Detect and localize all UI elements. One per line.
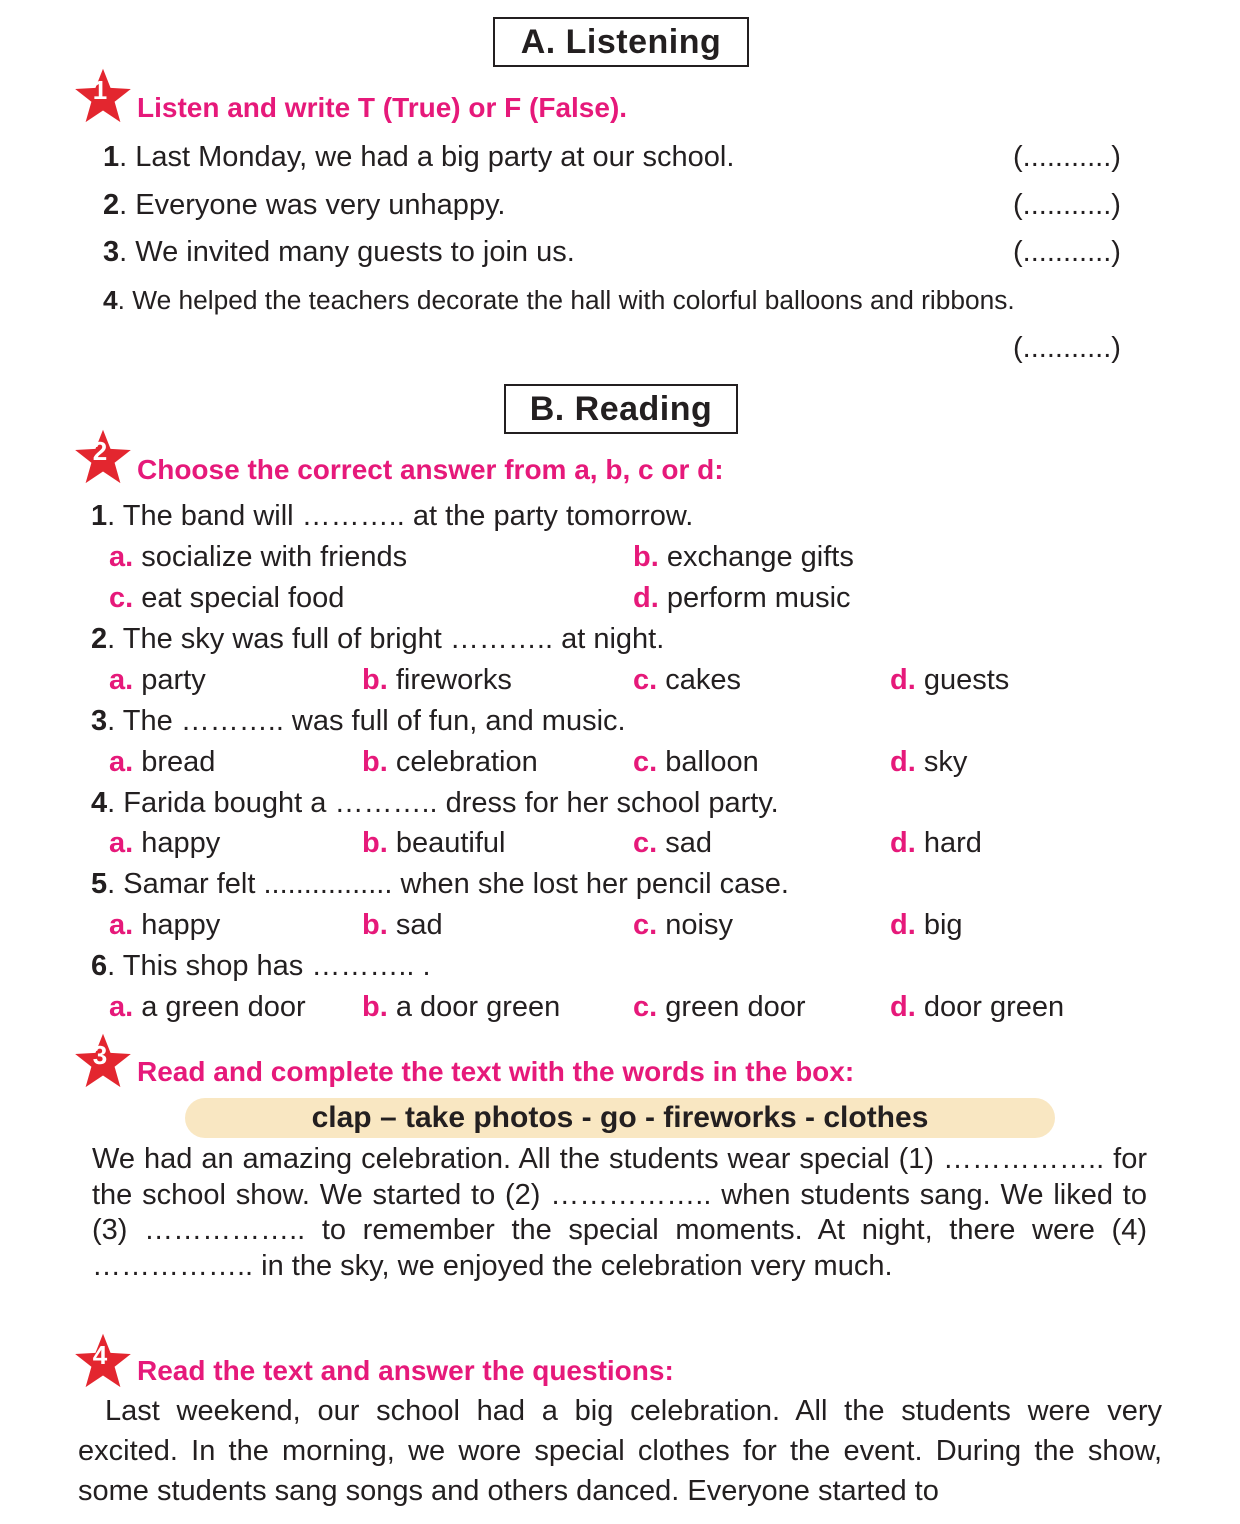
listening-item-2: 2. Everyone was very unhappy. <box>103 189 506 221</box>
exercise-4-number: 4 <box>92 1340 108 1370</box>
q1-option-b: b. exchange gifts <box>633 541 854 573</box>
q3-option-d: d. sky <box>890 746 968 778</box>
answer-blank-3: (...........) <box>1013 236 1121 268</box>
q5-option-b: b. sad <box>362 909 443 941</box>
q6-option-d: d. door green <box>890 991 1065 1023</box>
exercise-4-star-icon <box>74 1332 132 1390</box>
question-2: 2. The sky was full of bright ……….. at night. <box>91 623 665 655</box>
question-4: 4. Farida bought a ……….. dress for her school party. <box>91 787 779 819</box>
section-title-listening: A. Listening <box>493 17 749 67</box>
listening-item-3: 3. We invited many guests to join us. <box>103 236 575 268</box>
q5-option-d: d. big <box>890 909 963 941</box>
exercise-1-instruction: Listen and write T (True) or F (False). <box>137 92 628 123</box>
q1-option-a: a. socialize with friends <box>109 541 408 573</box>
exercise-3-star-icon <box>74 1032 132 1090</box>
q3-option-c: c. balloon <box>633 746 759 778</box>
exercise-4-text: Last weekend, our school had a big celebration. All the students were very excited. In the morning, we wore special clothes for the event. During the show, some students sang songs and others danced. Everyone started to <box>78 1395 1162 1507</box>
q4-option-a: a. happy <box>109 827 221 859</box>
q5-option-c: c. noisy <box>633 909 733 941</box>
exercise-1-number: 1 <box>92 75 108 105</box>
exercise-1-star-icon <box>74 67 132 125</box>
exercise-4-instruction: Read the text and answer the questions: <box>137 1355 674 1386</box>
question-6: 6. This shop has ……….. . <box>91 950 431 982</box>
q6-option-c: c. green door <box>633 991 806 1023</box>
q2-option-b: b. fireworks <box>362 664 512 696</box>
answer-blank-4: (...........) <box>1013 332 1121 364</box>
q2-option-d: d. guests <box>890 664 1010 696</box>
question-5: 5. Samar felt ................ when she lost her pencil case. <box>91 868 789 900</box>
question-3: 3. The ……….. was full of fun, and music. <box>91 705 626 737</box>
q4-option-d: d. hard <box>890 827 982 859</box>
answer-blank-2: (...........) <box>1013 189 1121 221</box>
exercise-2-instruction: Choose the correct answer from a, b, c or d: <box>137 454 724 485</box>
q3-option-b: b. celebration <box>362 746 538 778</box>
word-box: clap – take photos - go - fireworks - clothes <box>185 1098 1055 1138</box>
q1-option-c: c. eat special food <box>109 582 345 614</box>
q4-option-b: b. beautiful <box>362 827 506 859</box>
exercise-3-instruction: Read and complete the text with the words in the box: <box>137 1056 855 1087</box>
listening-item-1: 1. Last Monday, we had a big party at our school. <box>103 141 735 173</box>
exercise-2-number: 2 <box>92 436 108 466</box>
q2-option-c: c. cakes <box>633 664 742 696</box>
q6-option-b: b. a door green <box>362 991 561 1023</box>
answer-blank-1: (...........) <box>1013 141 1121 173</box>
exercise-2-star-icon <box>74 428 132 486</box>
q4-option-c: c. sad <box>633 827 713 859</box>
listening-item-4: 4. We helped the teachers decorate the hall with colorful balloons and ribbons. <box>103 285 1015 315</box>
section-title-reading: B. Reading <box>504 384 738 434</box>
exercise-3-number: 3 <box>92 1040 108 1070</box>
q1-option-d: d. perform music <box>633 582 851 614</box>
q6-option-a: a. a green door <box>109 991 306 1023</box>
exercise-3-text: We had an amazing celebration. All the students wear special (1) …………….. for the school show. We started to (2) …………….. when students sang. We liked to (3) …………….. to remember the special moments. At night, there were (4) …………….. in the sky, we enjoyed the celebration very much. <box>92 1143 1147 1282</box>
question-1: 1. The band will ……….. at the party tomorrow. <box>91 500 694 532</box>
q3-option-a: a. bread <box>109 746 216 778</box>
q5-option-a: a. happy <box>109 909 221 941</box>
q2-option-a: a. party <box>109 664 206 696</box>
